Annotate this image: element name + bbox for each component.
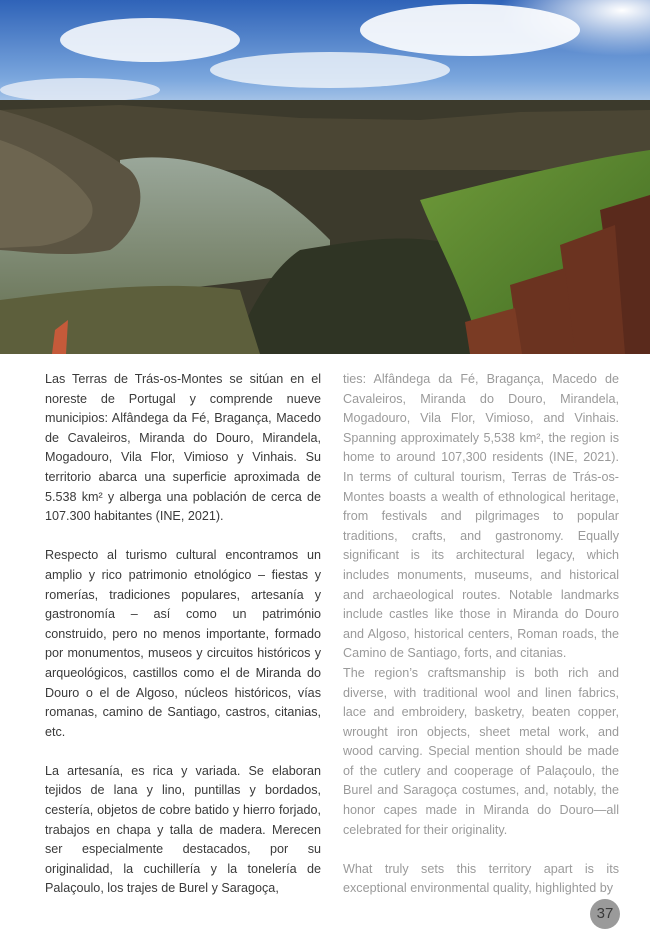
paragraph: Las Terras de Trás-os-Montes se sitúan en el noreste de Portugal y comprende nueve municipios: Alfândega da Fé, Bragança, Macedo de Cavaleiros, Miranda do Douro, Mirandela, Mogadouro, Vila Flor, Vimioso y Vinhais. Su territorio abarca una superficie aproximada de 5.538 km² y alberga una población de cerca de 107.300 habitantes (INE, 2021). <box>45 372 321 524</box>
paragraph: What truly sets this territory apart is its exceptional environmental quality, highlighted by <box>343 861 619 896</box>
landscape-photo <box>0 0 650 354</box>
paragraph: ties: Alfândega da Fé, Bragança, Macedo de Cavaleiros, Miranda do Douro, Mirandela, Mogadouro, Vila Flor, Vimioso, and Vinhais. Spanning approximately 5,538 km², the region is home to around 107,300 residents (INE, 2021). In terms of cultural tourism, Terras de Trás-os-Montes boasts a wealth of ethnological heritage, from festivals and pilgrimages to popular traditions, crafts, and gastronomy. Equally significant is its architectural legacy, which includes monuments, museums, and historical and archaeological routes. Notable landmarks include castles like those in Miranda do Douro and Algoso, historical centers, Roman roads, the Camino de Santiago, forts, and citanias. <box>343 372 619 661</box>
paragraph: The region’s craftsmanship is both rich and diverse, with traditional wool and linen fabrics, lace and embroidery, basketry, beaten copper, wrought iron objects, sheet metal work, and wood carving. Special mention should be made of the cutlery and cooperage of Palaçoulo, the Burel and Saragoça costumes, and, notably, the honor capes made in Miranda do Douro—all celebrated for their originality. <box>343 665 619 837</box>
spanish-text-column <box>45 370 321 899</box>
paragraph: Respecto al turismo cultural encontramos un amplio y rico patrimonio etnológico – fiestas y romerías, tradiciones populares, artesanía y gastronomía – así como un património construido, pero no menos importante, formado por monumentos, museos y circuitos históricos y arqueológicos, castillos como el de Miranda do Douro o el de Algoso, núcleos históricos, vías romanas, camino de Santiago, castros, citanias, etc. <box>45 548 321 739</box>
river-canyon-illustration <box>0 0 650 354</box>
paragraph: La artesanía, es rica y variada. Se elaboran tejidos de lana y lino, puntillas y bordados, cestería, objetos de cobre batido y hierro forjado, trabajos en chapa y talla de madera. Merecen ser especialmente destacados, por su originalidad, la cuchillería y la tonelería de Palaçoulo, los trajes de Burel y Saragoça, <box>45 763 321 896</box>
page-number: 37 <box>590 899 620 929</box>
english-text-column <box>343 370 619 899</box>
